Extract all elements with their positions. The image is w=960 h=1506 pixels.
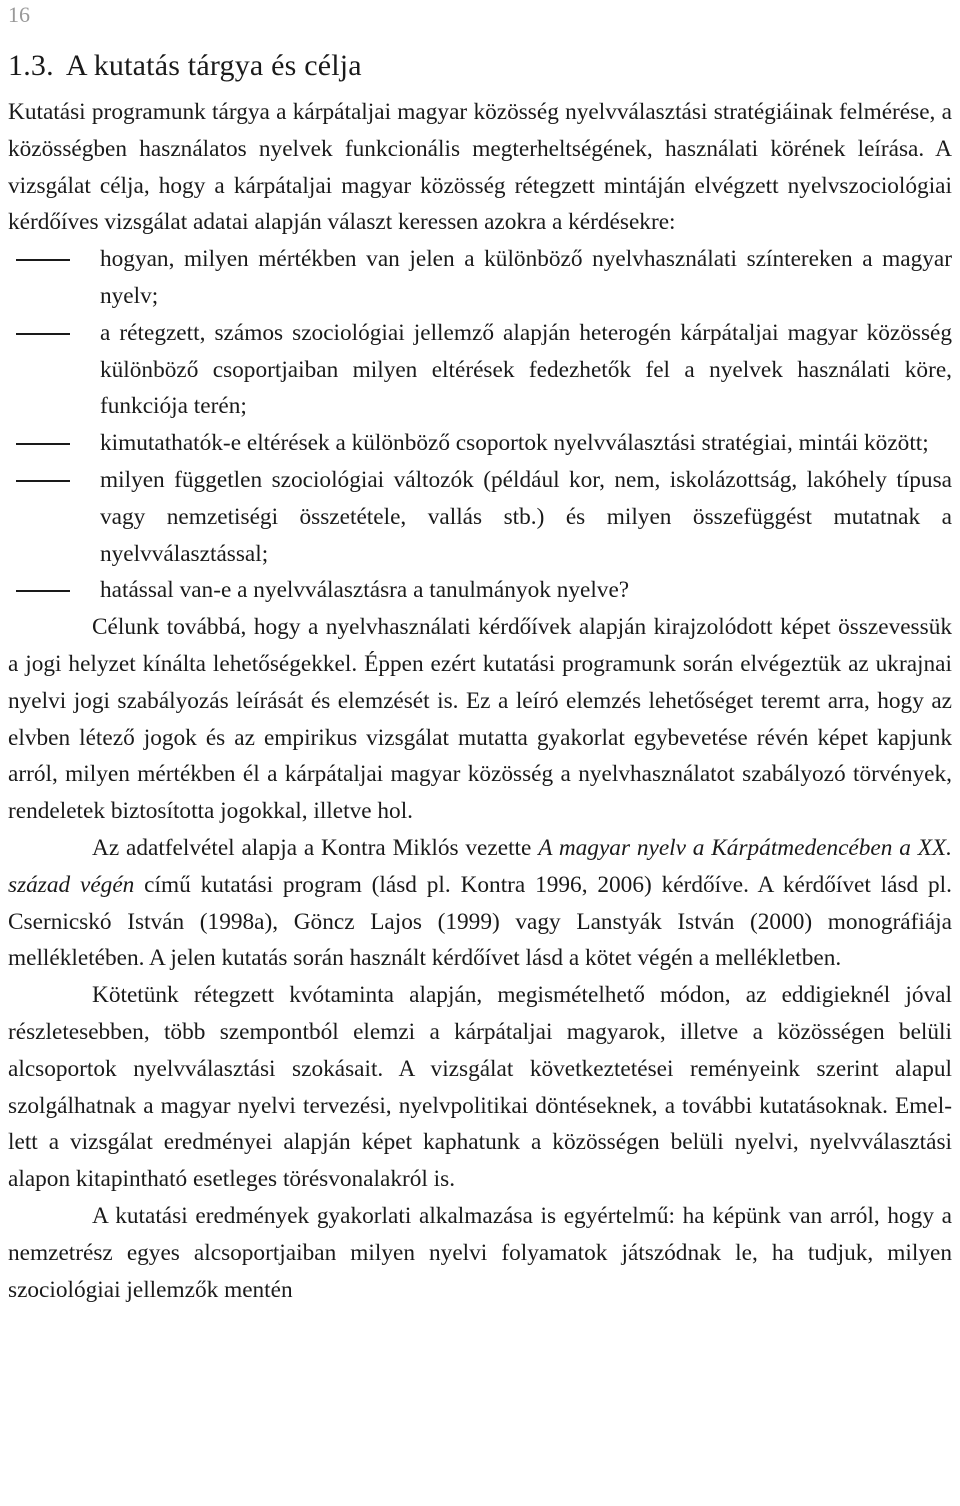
- question-text: a rétegzett, számos szociológiai jellemző alapján heterogén kárpátaljai magyar közösség különböző csoportjaiban milyen eltérések fedezhetők fel a nyelvek használati köre, funkciója terén;: [100, 319, 952, 420]
- question-item: [8, 462, 952, 572]
- section-heading: [8, 48, 952, 84]
- basis-paragraph: [8, 830, 952, 977]
- goal-paragraph: Célunk továbbá, hogy a nyelvhasználati kérdőívek alapján kirajzolódott képet összevessük a jogi helyzet kínálta lehetőségekkel. Éppen ezért kutatási programunk során elvégeztük az ukrajnai nyelvi jogi szabályozás leírását és elemzését is. Ez a leíró elemzés lehetőséget teremt arra, hogy az elvben létező jogok és az empirikus vizsgálat mutatta gyakorlat egybevetése révén képet kapjunk arról, milyen mértékben él a kárpátaljai magyar közösség a nyelvhasználatot szabályozó törvények, rendeletek biztosította jogokkal, illetve hol.: [8, 614, 952, 825]
- cited-program-title: A magyar nyelv a Kárpátmedencében a XX. század végén: [8, 834, 952, 898]
- question-text: hogyan, milyen mértékben van jelen a különböző nyelvhasználati színtereken a magyar nyelv;: [100, 246, 952, 309]
- dash-bullet-icon: [16, 333, 70, 335]
- question-text: hatással van-e a nyelvválasztásra a tanulmányok nyelve?: [100, 577, 630, 604]
- document-page: [8, 0, 952, 1308]
- dash-bullet-icon: [16, 590, 70, 592]
- question-item: [8, 425, 952, 462]
- basis-text-before: Az adatfelvétel alapja a Kontra Miklós vezette: [92, 834, 539, 861]
- dash-bullet-icon: [16, 443, 70, 445]
- dash-bullet-icon: [16, 259, 70, 261]
- volume-paragraph: Kötetünk rétegzett kvótaminta alapján, megismételhető módon, az eddigieknél jóval részletesebben, több szempontból elemzi a kárpátaljai magyarok, illetve a közösségen belüli alcsoportok nyelvválasztási szokásait. A vizsgálat következtetései reményeink szerint alapul szolgálhatnak a magyar nyelvi tervezési, nyelvpolitikai döntéseknek, a további kutatásoknak. Emellett a vizsgálat eredményei alapján képet kaphatunk a közösségen belüli nyelvi, nyelvválasztási alapon kitapintható esetleges törésvonalakról is.: [8, 982, 952, 1193]
- question-item: [8, 572, 952, 609]
- question-item: [8, 241, 952, 315]
- question-item: [8, 315, 952, 425]
- page-number: 16: [8, 2, 30, 27]
- dash-bullet-icon: [16, 480, 70, 482]
- question-list: [8, 241, 952, 609]
- basis-text-after: című kutatási program (lásd pl. Kontra 1996, 2006) kérdőíve. A kérdőívet lásd pl. Csernicskó István (1998a), Göncz Lajos (1999) vagy Lanstyák István (2000) monográfiája mellékletében. A jelen kutatás során használt kérdőívet lásd a kötet végén a mellékletben.: [8, 871, 952, 972]
- question-text: milyen független szociológiai változók (például kor, nem, iskolázottság, lakóhely típusa vagy nemzetiségi összetétele, vallás stb.) és milyen összefüggést mutatnak a nyelvválasztással;: [100, 466, 952, 567]
- section-number: 1.3.: [8, 49, 54, 82]
- intro-paragraph: Kutatási programunk tárgya a kárpátaljai magyar közösség nyelvválasztási stratégiáinak felmérése, a közösségben használatos nyelvek funkcionális megterheltségének, használati körének leírása. A vizsgálat célja, hogy a kárpátaljai magyar közösség rétegzett mintáján elvégzett nyelvszociológiai kérdőíves vizsgálat adatai alapján választ keressen azokra a kérdésekre:: [8, 99, 952, 236]
- application-paragraph: A kutatási eredmények gyakorlati alkalmazása is egyértelmű: ha képünk van arról, hogy a nemzetrész egyes alcsoportjaiban milyen nyelvi folyamatok játszódnak le, ha tudjuk, milyen szociológiai jellemzők mentén: [8, 1202, 952, 1303]
- question-text: kimutathatók-e eltérések a különböző csoportok nyelvválasztási stratégiai, mintái között;: [100, 430, 929, 457]
- section-title: A kutatás tárgya és célja: [65, 49, 362, 82]
